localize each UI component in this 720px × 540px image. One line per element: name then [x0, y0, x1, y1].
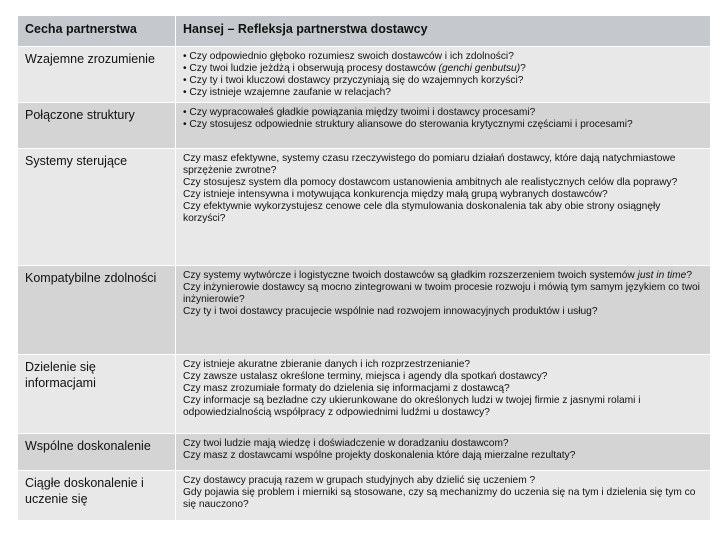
question-line: Czy informacje są bezładne czy ukierunkowane do określonych ludzi w twojej firmie z jasnymi rolami i odpowiedzialnością współpracy z odpowiednimi ludźmi u dostawcy?: [183, 395, 641, 419]
row-description: [176, 149, 711, 266]
table-row: [18, 149, 711, 266]
row-category: Wzajemne zrozumienie: [18, 47, 176, 103]
question-line: Czy twoi ludzie mają wiedzę i doświadczenie w doradzaniu dostawcom?: [183, 438, 509, 449]
question-line: Czy zawsze ustalasz określone terminy, miejsca i agendy dla spotkań dostawcy?: [183, 371, 548, 383]
row-description: [176, 471, 711, 521]
question-line: Czy ty i twoi dostawcy pracujecie wspólnie nad rozwojem innowacyjnych produktów i usług?: [183, 306, 598, 318]
question-line: Czy inżynierowie dostawcy są mocno zintegrowani w twoim procesie rozwoju i mówią tym samym językiem co twoi inżynierowie?: [183, 282, 700, 306]
row-description: [176, 355, 711, 434]
question-line: • Czy wypracowałeś gładkie powiązania między twoimi i dostawcy procesami?: [183, 107, 536, 118]
question-text: • Czy twoi ludzie jeżdżą i obserwują procesy dostawców (genchi genbutsu)?: [183, 63, 526, 75]
table-row: [18, 103, 711, 149]
row-category: Kompatybilne zdolności: [18, 266, 176, 355]
question-line: Czy istnieje akuratne zbieranie danych i ich rozprzestrzenianie?: [183, 359, 471, 370]
question-line: Czy efektywnie wykorzystujesz cenowe cele dla stymulowania doskonalenia tak aby obie strony osiągnęły korzyści?: [183, 201, 661, 225]
row-category: Systemy sterujące: [18, 149, 176, 266]
question-line: • Czy istnieje wzajemne zaufanie w relacjach?: [183, 87, 391, 99]
question-line: Czy systemy wytwórcze i logistyczne twoich dostawców są gładkim rozszerzeniem twoich systemów just in time?: [183, 270, 692, 281]
row-description: [176, 434, 711, 471]
question-line: Czy masz z dostawcami wspólne projekty doskonalenia które dają mierzalne rezultaty?: [183, 450, 576, 462]
italic-term: (genchi genbutsu): [438, 63, 521, 75]
question-line: Gdy pojawia się problem i mierniki są stosowane, czy są mechanizmy do uczenia się na tym i dzielenia się tym co się nauczono?: [183, 487, 696, 511]
table-row: [18, 355, 711, 434]
question-line: Czy dostawcy pracują razem w grupach studyjnych aby dzielić się uczeniem ?: [183, 475, 536, 486]
question-line: • Czy odpowiednio głęboko rozumiesz swoich dostawców i ich zdolności?: [183, 51, 514, 62]
question-line: Czy masz zrozumiałe formaty do dzielenia się informacjami z dostawcą?: [183, 383, 510, 395]
header-hansej-reflection: Hansej – Refleksja partnerstwa dostawcy: [176, 16, 711, 47]
question-line: [183, 63, 704, 75]
row-description: [176, 103, 711, 149]
question-line: Czy stosujesz system dla pomocy dostawcom ustanowienia ambitnych ale realistycznych celów dla poprawy?: [183, 177, 678, 189]
question-line: • Czy stosujesz odpowiednie struktury aliansowe do sterowania krytycznymi częściami i procesami?: [183, 119, 633, 131]
row-description: [176, 47, 711, 103]
partnership-table: [17, 15, 711, 521]
table-row: [18, 266, 711, 355]
table-row: [18, 434, 711, 471]
row-category: Połączone struktury: [18, 103, 176, 149]
row-category: Ciągłe doskonalenie i uczenie się: [18, 471, 176, 521]
row-description: [176, 266, 711, 355]
question-line: Czy masz efektywne, systemy czasu rzeczywistego do pomiaru działań dostawcy, które dają natychmiastowe sprzężenie zwrotne?: [183, 153, 676, 177]
table-header-row: [18, 16, 711, 47]
question-line: • Czy ty i twoi kluczowi dostawcy przyczyniają się do wzajemnych korzyści?: [183, 75, 524, 87]
italic-term: just in time: [637, 270, 687, 281]
table-row: [18, 471, 711, 521]
question-line: Czy istnieje intensywna i motywująca konkurencja między małą grupą wybranych dostawców?: [183, 189, 608, 201]
row-category: Wspólne doskonalenie: [18, 434, 176, 471]
table-row: [18, 47, 711, 103]
row-category: Dzielenie się informacjami: [18, 355, 176, 434]
header-partnership-feature: Cecha partnerstwa: [18, 16, 176, 47]
